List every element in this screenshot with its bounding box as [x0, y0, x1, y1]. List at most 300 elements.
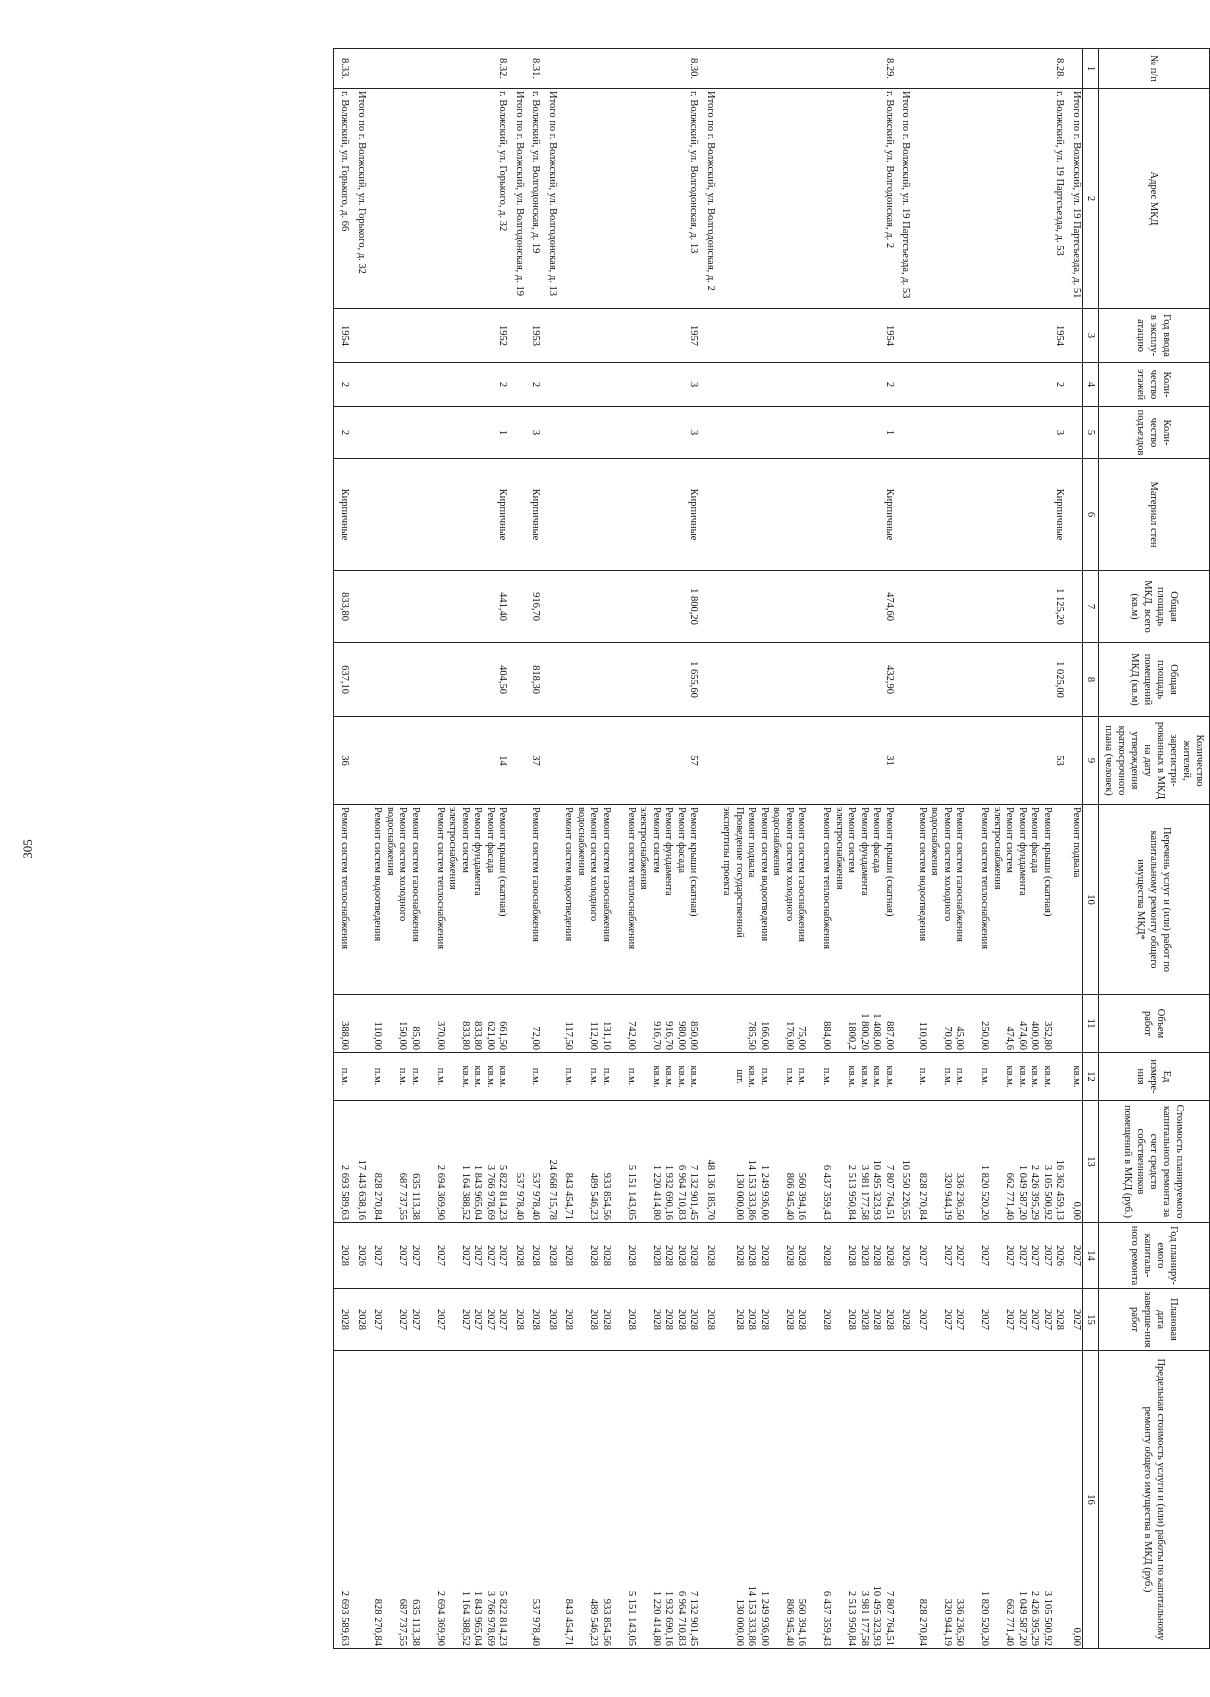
cell-line [637, 1055, 650, 1098]
cell-line: 2027 [1017, 1245, 1028, 1266]
work-volume-cell [916, 995, 1066, 1053]
year-built-cell [371, 309, 509, 363]
cell-line: 2028 [588, 1309, 600, 1330]
repair-year-cell [1070, 1223, 1083, 1289]
cell-line: 3 766 978,69 [485, 1590, 496, 1646]
cell-line: кв.м. [485, 1065, 496, 1088]
cell-line: водоснабжения [576, 807, 587, 876]
cell-line: Кирпичные [530, 488, 542, 541]
cell-line [899, 365, 912, 404]
cell-line: электроснабжения [447, 807, 459, 890]
cell-line [704, 807, 717, 992]
works-list-cell [899, 805, 912, 995]
cell-line [513, 719, 526, 802]
cell-line [637, 1291, 650, 1348]
spacer-cell [367, 309, 371, 363]
cell-line: 474,60 [884, 592, 895, 621]
cell-line: 1 025,00 [1054, 661, 1066, 698]
spacer-cell [700, 407, 704, 459]
cell-line: 1 [497, 429, 509, 436]
cell-line: 2028 [663, 1245, 675, 1266]
spacer-cell [1066, 571, 1070, 643]
cell-line [704, 573, 717, 640]
cell-line [991, 997, 1004, 1050]
cell-line: 560 394,16 [796, 1172, 808, 1220]
cell-line: 2027 [460, 1245, 471, 1266]
spacer-cell [509, 459, 513, 571]
cell-line: 1 220 414,80 [651, 1590, 662, 1646]
year-built-cell [355, 309, 368, 363]
cost-cell [720, 1101, 895, 1223]
cell-line [704, 51, 717, 86]
cell-line: 833,80 [339, 592, 351, 621]
cell-line [355, 311, 368, 360]
cell-line: 687 737,55 [397, 1598, 409, 1646]
cell-line [513, 645, 526, 714]
spacer-cell [509, 571, 513, 643]
repair-year-cell [562, 1223, 700, 1289]
spacer-cell [558, 49, 562, 89]
spacer-cell [700, 805, 704, 995]
cell-line: 7 807 764,51 [884, 1590, 895, 1646]
cell-line: 2028 [651, 1245, 662, 1266]
cell-line [546, 1353, 559, 1646]
spacer-cell [716, 363, 720, 407]
cell-line [446, 1353, 459, 1646]
total-area-cell [546, 571, 559, 643]
cell-line: п.м. [588, 1067, 600, 1086]
cell-line [546, 311, 559, 360]
cell-line: 2027 [954, 1245, 966, 1266]
spacer-cell [351, 49, 355, 89]
address-cell [338, 89, 351, 309]
entrances-cell [704, 407, 717, 459]
cell-line [808, 1055, 821, 1098]
year-built-cell [562, 309, 700, 363]
entrances-cell [562, 407, 700, 459]
cell-line [1053, 1353, 1066, 1646]
row-number-cell [562, 49, 700, 89]
spacer-cell [700, 1351, 704, 1649]
cell-line [704, 997, 717, 1050]
wall-material-cell [899, 459, 912, 571]
cell-line: кв.м. [472, 1065, 484, 1088]
cell-line: Ремонт систем газоснабжения [601, 807, 612, 942]
cell-line: 2 [1054, 381, 1066, 388]
cell-line: 14 [497, 755, 509, 766]
cell-line [612, 997, 625, 1050]
spacer-cell [542, 717, 546, 805]
spacer-cell [700, 49, 704, 89]
work-volume-cell [355, 995, 368, 1053]
spacer-cell [912, 89, 916, 309]
premises-area-cell [1070, 643, 1083, 717]
spacer-cell [351, 363, 355, 407]
cost-cell [371, 1101, 509, 1223]
spacer-cell [700, 309, 704, 363]
cell-line: кв.м. [663, 1065, 675, 1088]
repair-year-cell [546, 1223, 559, 1289]
wall-material-cell [704, 459, 717, 571]
unit-cell [529, 1053, 542, 1101]
cell-line: Ремонт крыши (скатная) [688, 807, 700, 917]
cell-line: 2028 [530, 1245, 542, 1266]
spacer-cell [1066, 459, 1070, 571]
floors-cell [916, 363, 1066, 407]
cell-line: 7 132 901,45 [688, 1164, 700, 1220]
cell-line: п.м. [759, 1067, 770, 1086]
cell-line [704, 311, 717, 360]
cell-line [513, 461, 526, 568]
cost-cell [899, 1101, 912, 1223]
row-number-cell [513, 49, 526, 89]
cell-line: Ремонт крыши (скатная) [884, 807, 895, 917]
cell-line: 1 249 936,00 [759, 1590, 770, 1646]
cell-line: 2 [339, 429, 351, 436]
spacer-cell [716, 49, 720, 89]
column-number: 2 [1083, 89, 1099, 309]
cell-line: 2027 [1071, 1309, 1082, 1330]
completion-year-cell [546, 1289, 559, 1351]
cell-line [513, 573, 526, 640]
cell-line [899, 1353, 912, 1646]
unit-cell [1070, 1053, 1083, 1101]
cell-line [612, 1055, 625, 1098]
spacer-cell [1066, 995, 1070, 1053]
cell-line: Ремонт систем теплоснабжения [626, 807, 637, 950]
repair-year-cell [529, 1223, 542, 1289]
cell-line: 2 [339, 381, 351, 388]
cell-line: кв.м. [688, 1065, 700, 1088]
repair-year-cell [513, 1223, 526, 1289]
cell-line [720, 1353, 733, 1646]
spacer-cell [716, 1223, 720, 1289]
unit-cell [720, 1053, 895, 1101]
spacer-cell [558, 717, 562, 805]
address-cell [529, 89, 542, 309]
cell-line: 2 693 589,63 [339, 1164, 351, 1220]
cell-line [384, 997, 397, 1050]
cell-line [808, 997, 821, 1050]
cell-line: 1954 [339, 325, 351, 346]
cell-line [384, 1055, 397, 1098]
cell-line: 150,00 [397, 1021, 409, 1050]
wall-material-cell [1070, 459, 1083, 571]
cell-line: 72,00 [530, 1026, 542, 1050]
spacer-cell [716, 1101, 720, 1223]
cell-line [355, 645, 368, 714]
completion-year-cell [916, 1289, 1066, 1351]
max-cost-cell [916, 1351, 1066, 1649]
cell-line: Проведение государственной [734, 807, 745, 938]
entrances-cell [720, 407, 895, 459]
cell-line: Ремонт систем теплоснабжения [435, 807, 446, 950]
spacer-cell [509, 995, 513, 1053]
cell-line: 130 000,00 [734, 1172, 745, 1220]
spacer-cell [716, 89, 720, 309]
cell-line: 828 270,84 [372, 1598, 384, 1646]
wall-material-cell [513, 459, 526, 571]
cell-line: г. Волжский, ул. Волгодонская, д. 13 [688, 91, 700, 254]
cell-line: 2028 [900, 1309, 912, 1330]
premises-area-cell [562, 643, 700, 717]
cell-line: 637,10 [339, 665, 351, 694]
cell-line: 130 000,00 [734, 1598, 745, 1646]
premises-area-cell [371, 643, 509, 717]
spacer-cell [351, 309, 355, 363]
cell-line [966, 1103, 979, 1220]
cell-line: 1 049 587,20 [1017, 1590, 1028, 1646]
floors-cell [513, 363, 526, 407]
column-number-row [1083, 49, 1099, 1649]
repair-year-cell [899, 1223, 912, 1289]
cell-line [899, 461, 912, 568]
year-built-cell [513, 309, 526, 363]
cell-line: 2 426 395,29 [1029, 1590, 1041, 1646]
cell-line: 2027 [497, 1309, 509, 1330]
cell-line: 2028 [339, 1309, 351, 1330]
cell-line: 2028 [688, 1245, 700, 1266]
cell-line: 887,00 [884, 1021, 895, 1050]
cell-line: 2027 [1042, 1245, 1053, 1266]
table-row [916, 49, 1066, 1649]
cell-line [612, 1225, 625, 1286]
spacer-cell [367, 49, 371, 89]
spacer-cell [912, 407, 916, 459]
cell-line: п.м. [979, 1067, 991, 1086]
cell-line: 2027 [372, 1245, 384, 1266]
cell-line: 489 546,23 [588, 1172, 600, 1220]
cell-line: Ремонт систем холодного [942, 807, 953, 922]
cell-line [704, 645, 717, 714]
cell-line: Кирпичные [339, 488, 351, 541]
row-number-cell [338, 49, 351, 89]
cell-line: 884,00 [821, 1021, 833, 1050]
wall-material-cell [916, 459, 1066, 571]
premises-area-cell [338, 643, 351, 717]
cell-line: 8.32. [497, 58, 509, 79]
cell-line: 36 [339, 755, 351, 766]
column-header: Коли-чество подъездов [1099, 407, 1210, 459]
work-volume-cell [720, 995, 895, 1053]
cell-line: Кирпичные [688, 488, 700, 541]
cell-line: 14 153 333,86 [746, 1585, 758, 1646]
cell-line [575, 1291, 588, 1348]
unit-cell [371, 1053, 509, 1101]
spacer-cell [509, 309, 513, 363]
spacer-cell [700, 1053, 704, 1101]
cell-line: 2027 [1029, 1309, 1041, 1330]
table-row [371, 49, 509, 1649]
year-built-cell [899, 309, 912, 363]
residents-cell [1070, 717, 1083, 805]
cell-line: 2028 [547, 1309, 558, 1330]
spacer-cell [716, 717, 720, 805]
cell-line: Ремонт подвала [1071, 807, 1082, 878]
works-list-cell [916, 805, 1066, 995]
spacer-cell [509, 407, 513, 459]
unit-cell [338, 1053, 351, 1101]
works-list-cell [562, 805, 700, 995]
work-volume-cell [562, 995, 700, 1053]
cell-line: 5 822 814,23 [497, 1164, 509, 1220]
cell-line [808, 1225, 821, 1286]
cost-cell [546, 1101, 559, 1223]
cell-line: 2027 [917, 1309, 928, 1330]
cell-line: 662 771,40 [1004, 1172, 1016, 1220]
cell-line [720, 1225, 733, 1286]
cell-line: 2027 [979, 1245, 991, 1266]
address-cell [513, 89, 526, 309]
cell-line: 5 822 814,23 [497, 1590, 509, 1646]
cell-line: кв.м. [460, 1065, 471, 1088]
spacer-cell [895, 459, 899, 571]
cell-line: 828 270,84 [372, 1172, 384, 1220]
cell-line: 1 049 587,20 [1017, 1164, 1028, 1220]
work-volume-cell [899, 995, 912, 1053]
cell-line [899, 997, 912, 1050]
cell-line: 2028 [563, 1245, 575, 1266]
cost-cell [529, 1101, 542, 1223]
cell-line: 933 854,56 [601, 1598, 612, 1646]
cell-line [991, 1353, 1004, 1646]
cell-line [384, 1103, 397, 1220]
cell-line: 110,00 [372, 1021, 384, 1050]
max-cost-cell [704, 1351, 717, 1649]
cell-line [637, 1225, 650, 1286]
column-header: Год планиру-емого капиталь-ного ремонта [1099, 1223, 1210, 1289]
cell-line [355, 807, 368, 992]
cell-line: 2028 [871, 1245, 883, 1266]
cell-line: 2027 [460, 1309, 471, 1330]
premises-area-cell [704, 643, 717, 717]
cell-line: 2027 [942, 1309, 953, 1330]
cell-line [421, 997, 434, 1050]
cell-line: 1 800,20 [688, 588, 700, 625]
cell-line: 2028 [884, 1309, 895, 1330]
total-area-cell [371, 571, 509, 643]
year-built-cell [338, 309, 351, 363]
cell-line: 2 694 369,90 [435, 1164, 446, 1220]
cell-line [1070, 997, 1083, 1050]
cell-line: кв.м. [846, 1065, 858, 1088]
cell-line [833, 1055, 846, 1098]
cell-line [966, 1225, 979, 1286]
completion-year-cell [720, 1289, 895, 1351]
cell-line: 176,00 [784, 1021, 795, 1050]
cell-line: 2028 [884, 1245, 895, 1266]
cell-line: 661,50 [497, 1021, 509, 1050]
cell-line [513, 1353, 526, 1646]
cell-line: 3 [688, 429, 700, 436]
floors-cell [338, 363, 351, 407]
entrances-cell [355, 407, 368, 459]
cell-line [1070, 365, 1083, 404]
works-list-cell [355, 805, 368, 995]
cell-line: электроснабжения [638, 807, 650, 890]
spacer-cell [700, 571, 704, 643]
cell-line [513, 311, 526, 360]
row-number-cell [1070, 49, 1083, 89]
cell-line: водоснабжения [771, 807, 783, 876]
address-cell [371, 89, 509, 309]
cell-line [1070, 461, 1083, 568]
cell-line: 166,00 [759, 1021, 770, 1050]
cell-line: 916,70 [530, 592, 542, 621]
cell-line [833, 997, 846, 1050]
cell-line: 2028 [859, 1245, 870, 1266]
column-number: 15 [1083, 1289, 1099, 1351]
cell-line: 980,00 [676, 1021, 687, 1050]
cell-line: 2028 [676, 1309, 687, 1330]
cell-line: п.м. [530, 1067, 542, 1086]
cell-line [446, 1055, 459, 1098]
cell-line: г. Волжский, ул. Горького, д. 32 [497, 91, 509, 232]
cell-line: 2 693 589,63 [339, 1590, 351, 1646]
cell-line: 7 807 764,51 [884, 1164, 895, 1220]
cell-line [928, 1055, 941, 1098]
spacer-cell [716, 995, 720, 1053]
cost-cell [704, 1101, 717, 1223]
max-cost-cell [338, 1351, 351, 1649]
cell-line: 635 113,38 [410, 1599, 421, 1646]
cell-line [421, 807, 434, 992]
works-list-cell [704, 805, 717, 995]
spacer-cell [351, 717, 355, 805]
cell-line: 6 964 710,83 [676, 1590, 687, 1646]
column-number: 3 [1083, 309, 1099, 363]
floors-cell [546, 363, 559, 407]
cell-line: 0,00 [1071, 1627, 1082, 1646]
cell-line [966, 807, 979, 992]
cell-line: 17 443 638,16 [356, 1159, 367, 1220]
cell-line: 474,6 [1004, 1026, 1016, 1050]
floors-cell [355, 363, 368, 407]
cell-line: 3 981 177,58 [859, 1164, 870, 1220]
spacer-cell [542, 363, 546, 407]
cell-line [770, 1055, 783, 1098]
cell-line: п.м. [410, 1067, 421, 1086]
cell-line: 3 [1054, 429, 1066, 436]
cell-line: 1800,2 [846, 1021, 858, 1050]
max-cost-cell [371, 1351, 509, 1649]
entrances-cell [529, 407, 542, 459]
cost-cell [355, 1101, 368, 1223]
spacer-cell [895, 1351, 899, 1649]
column-header: Адрес МКД [1099, 89, 1210, 309]
spacer-cell [367, 407, 371, 459]
residents-cell [720, 717, 895, 805]
cell-line [384, 1291, 397, 1348]
cell-line: 6 964 710,83 [676, 1164, 687, 1220]
floors-cell [529, 363, 542, 407]
works-list-cell [338, 805, 351, 995]
cell-line [899, 1055, 912, 1098]
spacer-cell [895, 571, 899, 643]
cell-line [770, 1291, 783, 1348]
cell-line: кв.м. [884, 1065, 895, 1088]
cell-line: 2027 [1042, 1309, 1053, 1330]
completion-year-cell [513, 1289, 526, 1351]
spacer-cell [542, 571, 546, 643]
cell-line [899, 573, 912, 640]
cell-line: 2028 [663, 1309, 675, 1330]
spacer-cell [700, 717, 704, 805]
cell-line: п.м. [917, 1067, 928, 1086]
spacer-cell [716, 1289, 720, 1351]
cell-line [546, 719, 559, 802]
cell-line: 8.29. [884, 58, 895, 79]
